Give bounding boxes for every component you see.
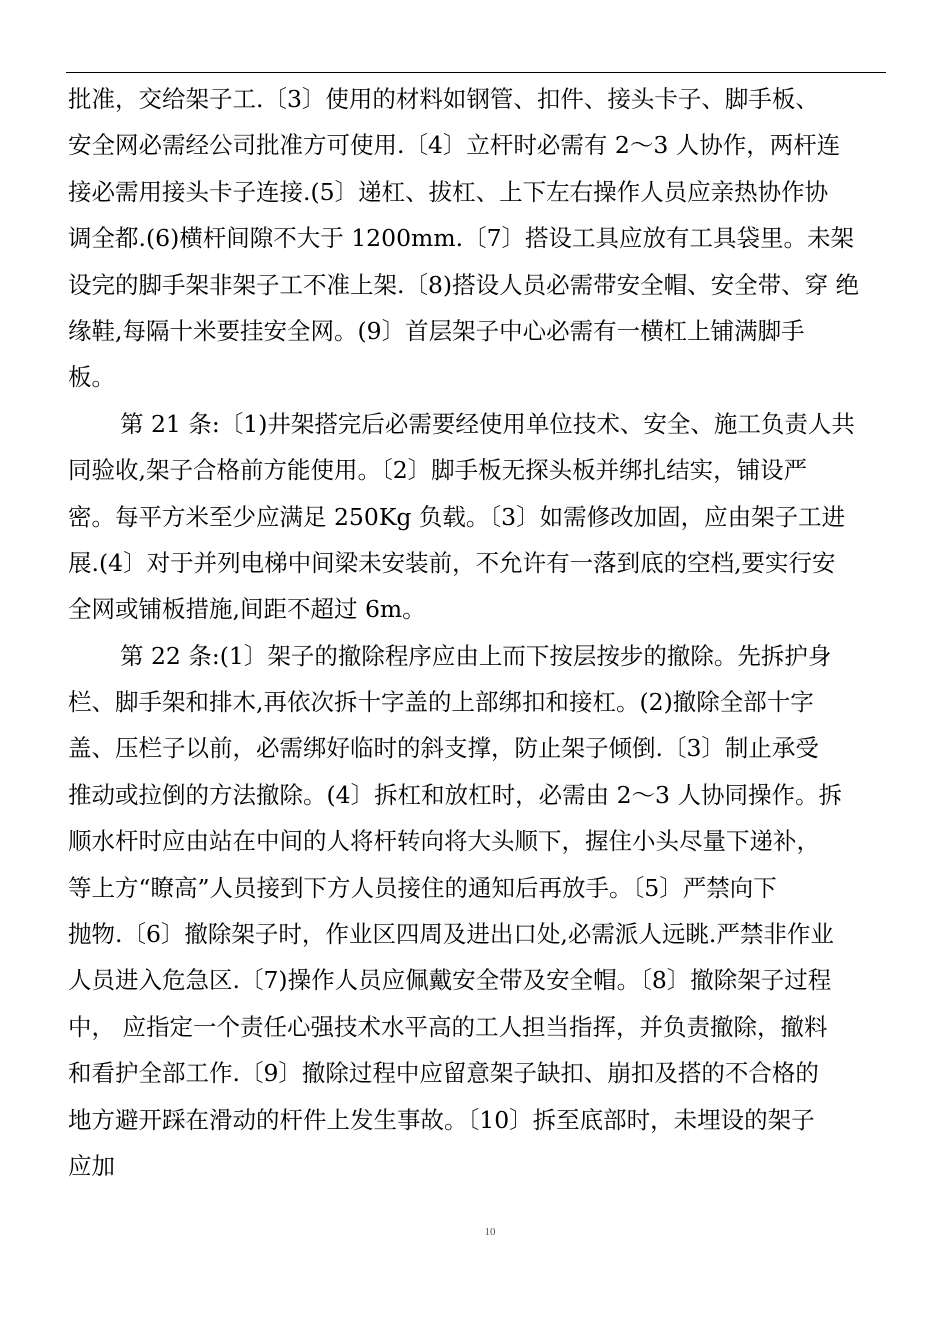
text-line: 中， 应指定一个责任心强技术水平高的工人担当指挥，并负责撤除，撤料 xyxy=(68,1012,828,1041)
text-line: 顺水杆时应由站在中间的人将杆转向将大头顺下，握住小头尽量下递补， xyxy=(68,827,820,856)
text-line: 同验收,架子合格前方能使用。〔2〕脚手板无探头板并绑扎结实，铺设严 xyxy=(68,456,808,485)
text-line: 调全都.(6)横杆间隙不大于 1200mm.〔7〕搭设工具应放有工具袋里。未架 xyxy=(68,224,855,253)
text-line: 接必需用接头卡子连接.(5〕递杠、拔杠、上下左右操作人员应亲热协作协 xyxy=(68,177,829,206)
text-line: 地方避开踩在滑动的杆件上发生事故。〔10〕拆至底部时，未埋设的架子 xyxy=(68,1105,815,1134)
text-line: 设完的脚手架非架子工不准上架.〔8)搭设人员必需带安全帽、安全带、穿 绝 xyxy=(68,270,860,299)
text-line: 等上方“瞭高”人员接到下方人员接住的通知后再放手。〔5〕严禁向下 xyxy=(68,873,777,902)
text-line: 缘鞋,每隔十米要挂安全网。(9〕首层架子中心必需有一横杠上铺满脚手 xyxy=(68,316,805,345)
text-line: 批准，交给架子工.〔3〕使用的材料如钢管、扣件、接头卡子、脚手板、 xyxy=(68,85,819,113)
text-line: 应加 xyxy=(68,1151,115,1180)
body-text xyxy=(68,76,894,1189)
text-line: 盖、压栏子以前，必需绑好临时的斜支撑，防止架子倾倒.〔3〕制止承受 xyxy=(68,734,819,763)
text-line: 板。 xyxy=(68,363,115,392)
text-line: 全网或铺板措施,间距不超过 6m。 xyxy=(68,595,426,624)
text-line: 推动或拉倒的方法撤除。(4〕拆杠和放杠时，必需由 2～3 人协同操作。拆 xyxy=(68,780,842,809)
text-line: 展.(4〕对于并列电梯中间梁未安装前，不允许有一落到底的空档,要实行安 xyxy=(68,548,836,577)
article-22-heading-line: 第 22 条:(1〕架子的撤除程序应由上而下按层按步的撤除。先拆护身 xyxy=(120,641,832,670)
article-21-heading-line: 第 21 条:〔1)井架搭完后必需要经使用单位技术、安全、施工负责人共 xyxy=(120,409,855,438)
text-line: 抛物.〔6〕撤除架子时，作业区四周及进出口处,必需派人远眺.严禁非作业 xyxy=(68,920,834,949)
text-line: 密。每平方米至少应满足 250Kg 负载。〔3〕如需修改加固，应由架子工进 xyxy=(68,502,846,531)
text-line: 和看护全部工作.〔9〕撤除过程中应留意架子缺扣、崩扣及搭的不合格的 xyxy=(68,1059,819,1088)
text-line: 人员进入危急区.〔7)操作人员应佩戴安全带及安全帽。〔8〕撤除架子过程 xyxy=(68,966,832,995)
text-line: 安全网必需经公司批准方可使用.〔4〕立杆时必需有 2～3 人协作，两杆连 xyxy=(68,131,841,160)
page-number: 10 xyxy=(484,1226,496,1238)
header-rule xyxy=(66,72,886,73)
text-line: 栏、脚手架和排木,再依次拆十字盖的上部绑扣和接杠。(2)撤除全部十字 xyxy=(68,688,814,717)
